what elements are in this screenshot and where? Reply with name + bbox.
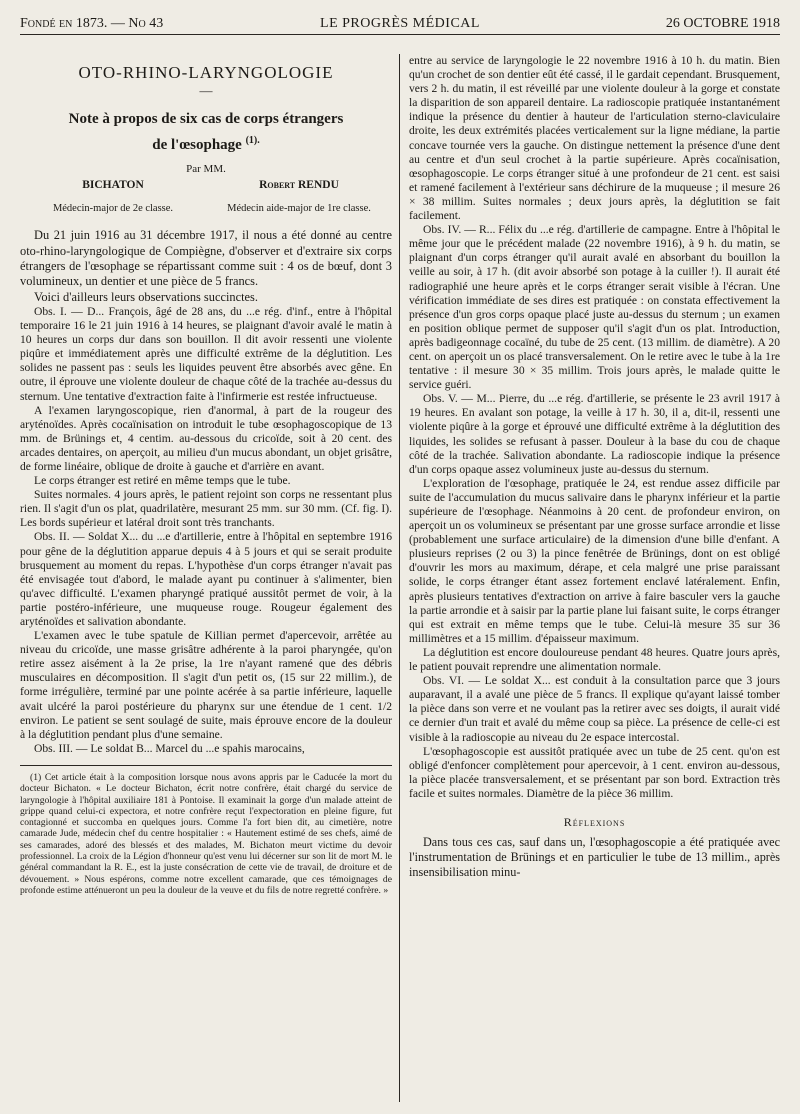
paragraph-obs-6: Obs. VI. — Le soldat X... est conduit à la consultation parce que 3 jours auparavant, il a avalé une pièce de 5 francs. Il explique qu'ayant laissé tomber la pièce dans son verre et ne voulant pas la retirer avec ses doigts, il aurait vidé ce dernier d'un trait et avalé du même coup sa pièce. La présence de celle-ci est visible à la radioscopie au niveau du 2e espace intercostal.	[409, 674, 780, 744]
paragraph-obs-1-suites: Suites normales. 4 jours après, le patient rejoint son corps ne ressentant plus rien. Il s'agit d'un os plat, quadrilatère, mesurant 25 mm. sur 30 mm. (Cf. fig. I). Les bords supérieur et latéral droit sont très tranchants.	[20, 488, 392, 530]
paragraph-obs-5-suites: La déglutition est encore douloureuse pendant 48 heures. Quatre jours après, le patient pouvait reprendre une alimentation normale.	[409, 645, 780, 674]
paragraph-obs-3-start: Obs. III. — Le soldat B... Marcel du ...e spahis marocains,	[34, 741, 305, 755]
paragraph-obs-6-exam: L'œsophagoscopie est aussitôt pratiquée avec un tube de 25 cent. qu'on est obligé d'enfoncer complètement pour apercevoir, à 1 cent. environ au-dessous, la pièce placée transversalement, et se présentant par son bord. Extraction très facile et suites normales. Diamètre de la pièce 36 millim.	[409, 744, 780, 800]
paragraph-obs-5-exploration: L'exploration de l'œsophage, pratiquée le 24, est rendue assez difficile par suite de l'accumulation du mucus salivaire dans le pharynx inférieur et la partie supérieure de l'œsophage. Néanmoins à 20 cent. de profondeur environ, on aperçoit un os volumineux se présentant par une grosse surface arrondie et lisse (probablement une surface articulaire) de la dimension d'une bille d'enfant. A plusieurs reprises (2 ou 3) la pince fenêtrée de Brünings, dont on est obligé d'ouvrir les mors au maximum, dérape, et cela malgré une prise paraissant solide, le corps étranger étant assez fortement enclavé latéralement. Enfin, après plusieurs tentatives d'extraction on arrive à faire basculer vers la gauche la partie arrondie et à saisir par la partie plane lui faisant suite, le corps étranger qui est extrait en même temps que le tube. Celui-là mesure 35 sur 36 millimètres et a 15 millim. d'épaisseur maximum.	[409, 476, 780, 645]
paragraph-intro: Du 21 juin 1916 au 31 décembre 1917, il nous a été donné au centre oto-rhino-laryngologique de Compiègne, d'observer et d'extraire six corps étrangers de l'œsophage se répartissant comme suit : 4 os de bœuf, dont 3 volumineux, un dentier et une pièce de 5 francs.	[20, 228, 392, 289]
author-1-name: BICHATON	[82, 179, 144, 192]
paragraph-reflexions: Dans tous ces cas, sauf dans un, l'œsophagoscopie a été pratiquée avec l'instrumentation de Brünings et en particulier le tube de 13 millim., après insensibilisation minu-	[409, 835, 780, 880]
paragraph-obs-1-exam: A l'examen laryngoscopique, rien d'anormal, à part de la rougeur des aryténoïdes. Après cocaïnisation on introduit le tube œsophagoscopique de 13 mm. de Brünings et, 4 centim. au-dessous du cricoïde, soit à 20 cent. des arcades dentaires, on aperçoit, au milieu d'un mucus abondant, un objet grisâtre, de forme linéaire, oblique de droite à gauche et d'arrière en avant.	[20, 403, 392, 473]
paragraph-obs-4: Obs. IV. — R... Félix du ...e rég. d'artillerie de campagne. Entre à l'hôpital le même jour que le précédent malade (22 novembre 1916), à 9 h. du matin, se plaignant d'un corps étranger qu'il aurait avalé en absorbant du bouillon la veille au soir, à 17 h. (dit avoir absorbé son potage à la cuiller !). Il aurait été radiographié une heure après et le corps étranger serait visible à l'écran. Une vérification immédiate de ses dires est pratiquée : on constata effectivement la présence d'un gros corps opaque placé juste au-dessus du sternum ; un examen en position oblique permet de supposer qu'il s'agit d'un os plat. Introduction, après badigeonnage cocaïné, du tube de 25 cent. (13 millim. de diamètre). A 20 cent. on aperçoit un os placé transversalement. On le retire avec le tube à la 1re tentative : il mesure 30 × 35 millim. Trois jours après, le malade quitte le service guéri.	[409, 223, 780, 392]
author-2-rank: Médecin aide-major de 1re classe.	[227, 203, 371, 215]
header-founded: Fondé en 1873. — No 43	[20, 16, 164, 31]
title-line-1: Note à propos de six cas de corps étrangers	[68, 111, 344, 128]
article-title	[20, 108, 392, 156]
footnote-rule	[20, 765, 392, 766]
page-header	[20, 12, 780, 35]
paragraph-obs-1: Obs. I. — D... François, âgé de 28 ans, du ...e rég. d'inf., entre à l'hôpital temporaire 16 le 21 juin 1916 à 14 heures, se plaignant d'avoir avalé le matin à 10 heures un corps dur dans son bouillon. Il dit avoir ressenti une violente piqûre et immédiatement après une difficulté extrême de la déglutition. Les solides ne passent pas : seuls les liquides peuvent être absorbés avec gêne. En outre, il éprouve une violente douleur de chaque côté de la trachée au-dessus du sternum. Une tentative d'extraction faite à l'infirmerie est restée infructueuse.	[20, 304, 392, 403]
paragraph-obs-5: Obs. V. — M... Pierre, du ...e rég. d'artillerie, se présente le 23 avril 1917 à 19 heures. En avalant son potage, la veille à 17 h. 30, il a, dit-il, ressenti une violente piqûre à la gorge et éprouvé une difficulté extrême à la déglutition des liquides, les solides se refusant à passer. Douleur à la base du cou de chaque côté de la trachée. Salivation abondante. La radioscopie indique la présence d'un corps opaque assez volumineux juste au-dessus du sternum.	[409, 392, 780, 476]
section-title: OTO-RHINO-LARYNGOLOGIE	[78, 63, 334, 82]
header-journal-title: LE PROGRÈS MÉDICAL	[320, 16, 480, 31]
title-dash: —	[199, 83, 213, 99]
title-line-2: de l'œsophage	[152, 137, 242, 154]
paragraph-obs-2-exam: L'examen avec le tube spatule de Killian permet d'apercevoir, arrêtée au niveau du cricoïde, une masse grisâtre adhérente à la paroi pharyngée, qu'on retire assez aisément à la 2e prise, la 1re n'ayant ramené que des débris musculaires en décomposition. Il s'agit d'un petit os, (15 sur 22 millim.), de forme irrégulière, terminé par une pointe acérée à sa partie inférieure, laquelle avait ulcéré la paroi postérieure du pharynx sur une étendue de 1 cent. 1/2 environ. Le patient se sent soulagé de suite, mais éprouve encore de la douleur à la déglutition pendant plus d'une semaine.	[20, 629, 392, 741]
left-column	[20, 54, 392, 896]
header-date: 26 OCTOBRE 1918	[665, 16, 780, 31]
reflexions-heading: Réflexions	[563, 814, 626, 829]
column-divider	[399, 54, 400, 1102]
author-2	[206, 178, 392, 216]
author-1	[20, 178, 206, 216]
right-column	[409, 54, 780, 880]
byline: Par MM.	[186, 163, 226, 176]
paragraph-obs-3-cont: entre au service de laryngologie le 22 novembre 1916 à 10 h. du matin. Bien qu'un crochet de son dentier eût été cassé, il le gardait cependant. Brusquement, vers 2 h. du matin, il est réveillé par une violente douleur à la gorge et constate la disparition de son appareil dentaire. La radioscopie pratiquée instantanément indique la présence du dentier à hauteur de l'articulation sterno-claviculaire droite, les deux extrémités placées verticalement sur la ligne médiane, la partie concave tournée vers la gauche. On distingue nettement la présence d'une dent au centre et d'un seul crochet à la partie supérieure. Après cocaïnisation, œsophagoscopie. Le corps étranger situé à une profondeur de 21 cent. est saisi et ramené facilement à l'extérieur sans déchirure de la muqueuse ; il mesure 26 × 38 millim. Suites normales ; deux jours après, la déglutition se fait facilement.	[409, 54, 780, 223]
title-footnote-ref: (1).	[245, 135, 260, 147]
paragraph-intro-2: Voici d'ailleurs leurs observations succinctes.	[34, 289, 258, 304]
paragraph-obs-2: Obs. II. — Soldat X... du ...e d'artillerie, entre à l'hôpital en septembre 1916 pour gêne de la déglutition apparue depuis 4 à 5 jours et qui se serait produite brusquement au moment du repas. L'hypothèse d'un corps étranger n'avait pas été envisagée tout d'abord, le malade ayant pu continuer à s'alimenter, bien qu'avec difficulté. L'examen pharyngé pratiqué aussitôt permet de voir, à la partie postéro-inférieure, une muqueuse rouge. Rougeur également des aryténoïdes et salivation abondante.	[20, 530, 392, 629]
author-2-name: Robert RENDU	[259, 179, 339, 192]
authors	[20, 178, 392, 216]
footnote: (1) Cet article était à la composition lorsque nous avons appris par le Caducée la mort du docteur Bichaton. « Le docteur Bichaton, écrit notre confrère, était chargé du service de laryngologie à l'hôpital auxiliaire 181 à Pontoise. Il examinait la gorge d'un malade atteint de grippe quand celui-ci expectora, et notre confrère reçut l'expectoration en pleine figure, fut contagionné et succomba en quelques jours. Comme l'a fort bien dit, au cimetière, notre camarade Jude, médecin chef du centre hospitalier : « Hautement estimé de ses chefs, aimé de ses camarades, adoré des blessés et des malades, M. Bichaton meurt victime du devoir professionnel. La croix de la Légion d'honneur qu'est venu lui décerner sur son lit de mort M. le général commandant la R. E., est la juste consécration de cette vie de travail, de droiture et de dévouement. » Nous espérons, comme notre excellent camarade, que ces témoignages de profonde estime atténueront un peu la douleur de la veuve et du fils de notre regretté confrère. »	[20, 771, 392, 896]
paragraph-obs-1-removal: Le corps étranger est retiré en même temps que le tube.	[34, 474, 291, 488]
author-1-rank: Médecin-major de 2e classe.	[52, 203, 174, 215]
